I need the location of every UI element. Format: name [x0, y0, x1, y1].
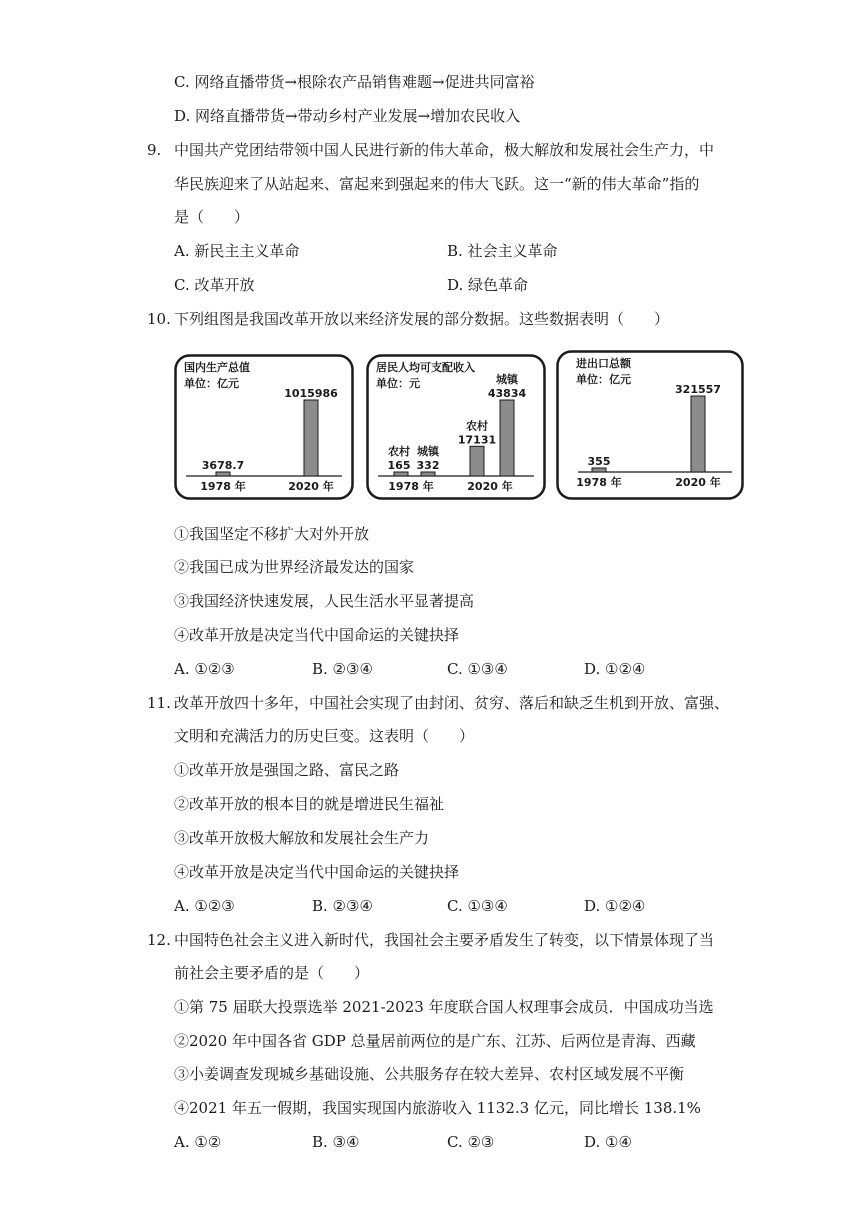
q10-statement-1: ①我国坚定不移扩大对外开放	[174, 525, 370, 543]
chart-income	[366, 354, 546, 500]
q10-option-d: D. ①②④	[584, 660, 646, 678]
chart-income-xtick-1978: 1978 年	[388, 480, 434, 493]
q10-statement-3: ③我国经济快速发展，人民生活水平显著提高	[174, 592, 475, 610]
q12-option-b: B. ③④	[312, 1133, 360, 1151]
chart-trade-xtick-1978: 1978 年	[576, 476, 622, 489]
chart-income-label-urban-1978: 332	[416, 459, 440, 472]
chart-trade-title: 进出口总额	[576, 357, 631, 370]
chart-gdp-label-1978: 3678.7	[201, 459, 245, 472]
q10-statement-2: ②我国已成为世界经济最发达的国家	[174, 558, 415, 576]
chart-income-label-rural-1978: 165	[387, 459, 411, 472]
chart-income-label-urban-2020: 43834	[487, 387, 527, 400]
chart-income-bar-rural-1978	[394, 472, 408, 476]
q10-option-b: B. ②③④	[312, 660, 373, 678]
chart-gdp-bar-1978	[216, 472, 230, 476]
q9-number: 9.	[147, 141, 162, 159]
chart-gdp-bar-2020	[304, 400, 318, 476]
q10-statement-4: ④改革开放是决定当代中国命运的关键抉择	[174, 626, 460, 644]
q10-stem: 下列组图是我国改革开放以来经济发展的部分数据。这些数据表明（ ）	[174, 310, 670, 328]
chart-trade-bar-1978	[592, 468, 606, 472]
q10-number: 10.	[147, 310, 171, 328]
q11-option-c: C. ①③④	[447, 897, 508, 915]
chart-income-bar-urban-2020	[500, 400, 514, 476]
q12-stem-line-2: 前社会主要矛盾的是（ ）	[174, 964, 370, 982]
q12-statement-1: ①第 75 届联大投票选举 2021-2023 年度联合国人权理事会成员．中国成功当选	[174, 998, 714, 1016]
chart-gdp-xtick-2020: 2020 年	[288, 480, 334, 493]
q11-option-a: A. ①②③	[174, 897, 235, 915]
chart-income-label-rural-2020: 17131	[457, 433, 497, 447]
chart-trade	[556, 350, 744, 500]
q9-option-d: D. 绿色革命	[447, 276, 529, 294]
chart-income-series-urban-1978: 城镇	[417, 445, 439, 458]
chart-income-series-urban-2020: 城镇	[496, 373, 518, 386]
chart-trade-label-2020: 321557	[675, 383, 721, 396]
q12-statement-2: ②2020 年中国各省 GDP 总量居前两位的是广东、江苏、后两位是青海、西藏	[174, 1032, 696, 1050]
q12-option-c: C. ②③	[447, 1133, 495, 1151]
chart-income-unit: 单位：元	[376, 377, 420, 390]
chart-gdp-title: 国内生产总值	[184, 361, 250, 374]
chart-income-series-rural-1978: 农村	[388, 445, 410, 458]
q9-option-b: B. 社会主义革命	[447, 242, 558, 260]
q12-statement-3: ③小姜调查发现城乡基础设施、公共服务存在较大差异、农村区域发展不平衡	[174, 1065, 685, 1083]
q8-option-c: C. 网络直播带货→根除农产品销售难题→促进共同富裕	[174, 73, 535, 91]
q12-statement-4: ④2021 年五一假期，我国实现国内旅游收入 1132.3 亿元，同比增长 138.1%	[174, 1099, 701, 1117]
chart-gdp-label-2020: 1015986	[284, 387, 338, 400]
q11-stem-line-1: 改革开放四十多年，中国社会实现了由封闭、贫穷、落后和缺乏生机到开放、富强、	[174, 694, 730, 712]
q8-option-d: D. 网络直播带货→带动乡村产业发展→增加农民收入	[174, 107, 521, 125]
chart-gdp-xtick-1978: 1978 年	[200, 480, 246, 493]
q10-option-a: A. ①②③	[174, 660, 235, 678]
chart-trade-xtick-2020: 2020 年	[675, 476, 721, 489]
chart-gdp	[174, 354, 354, 500]
chart-income-title: 居民人均可支配收入	[376, 361, 475, 374]
chart-income-bar-urban-1978	[421, 472, 435, 476]
q11-stem-line-2: 文明和充满活力的历史巨变。这表明（ ）	[174, 727, 475, 745]
q11-statement-1: ①改革开放是强国之路、富民之路	[174, 761, 400, 779]
q12-stem-line-1: 中国特色社会主义进入新时代，我国社会主要矛盾发生了转变，以下情景体现了当	[174, 931, 715, 949]
q11-number: 11.	[147, 694, 171, 712]
chart-income-xtick-2020: 2020 年	[467, 480, 513, 493]
q9-option-a: A. 新民主主义革命	[174, 242, 300, 260]
q12-number: 12.	[147, 931, 171, 949]
q9-stem-line-1: 中国共产党团结带领中国人民进行新的伟大革命，极大解放和发展社会生产力，中	[174, 141, 715, 159]
q11-option-d: D. ①②④	[584, 897, 646, 915]
q9-stem-line-3: 是（ ）	[174, 208, 250, 226]
q11-statement-3: ③改革开放极大解放和发展社会生产力	[174, 829, 430, 847]
chart-trade-label-1978: 355	[587, 455, 611, 468]
chart-trade-bar-2020	[691, 396, 705, 472]
q11-statement-2: ②改革开放的根本目的就是增进民生福祉	[174, 795, 445, 813]
q12-option-a: A. ①②	[174, 1133, 222, 1151]
q9-option-c: C. 改革开放	[174, 276, 255, 294]
q9-stem-line-2: 华民族迎来了从站起来、富起来到强起来的伟大飞跃。这一“新的伟大革命”指的	[174, 175, 700, 193]
q11-option-b: B. ②③④	[312, 897, 373, 915]
chart-trade-unit: 单位：亿元	[576, 373, 631, 386]
q10-option-c: C. ①③④	[447, 660, 508, 678]
chart-income-bar-rural-2020	[470, 446, 484, 476]
q11-statement-4: ④改革开放是决定当代中国命运的关键抉择	[174, 863, 460, 881]
q12-option-d: D. ①④	[584, 1133, 632, 1151]
chart-income-series-rural-2020: 农村	[466, 419, 488, 433]
chart-gdp-unit: 单位：亿元	[184, 377, 239, 390]
